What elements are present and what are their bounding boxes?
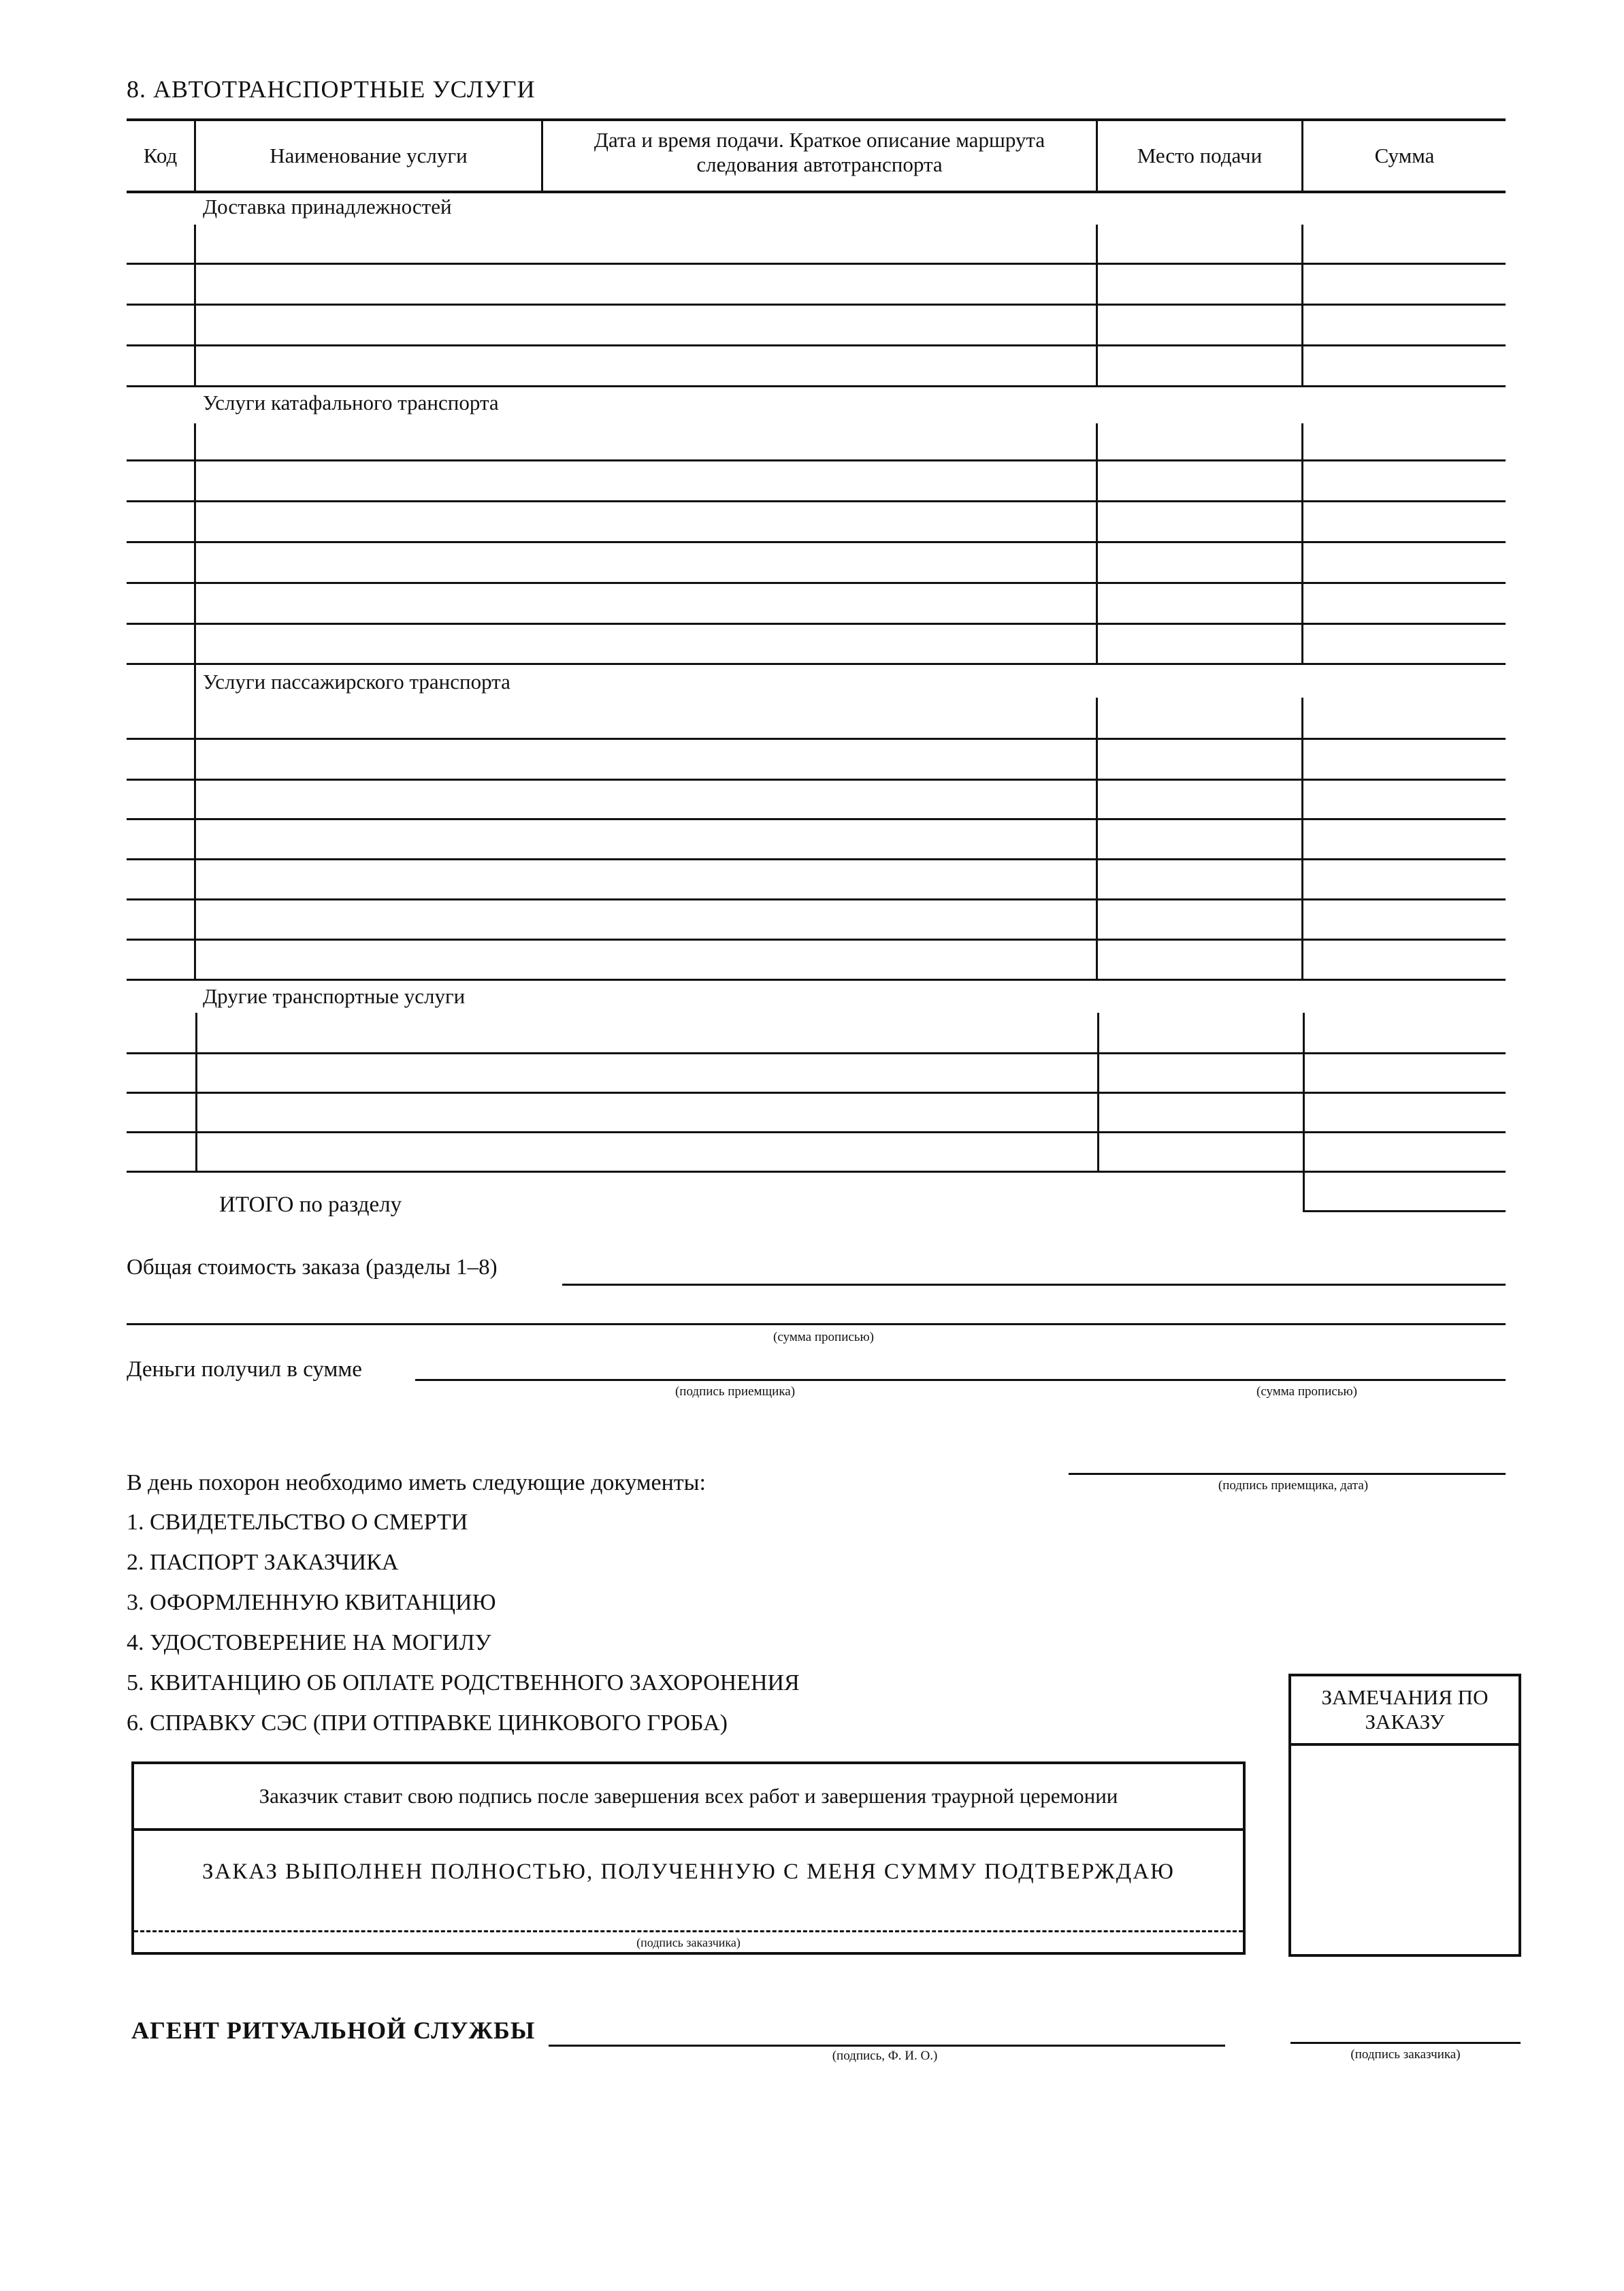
confirmation-header: Заказчик ставит свою подпись после завершения всех работ и завершения траурной церемонии [134,1764,1243,1831]
column-header-place: Место подачи [1137,144,1263,167]
documents-intro: В день похорон необходимо иметь следующие документы: [127,1470,706,1495]
required-documents-list [127,1470,800,1751]
document-item: 1. СВИДЕТЕЛЬСТВО О СМЕРТИ [127,1510,468,1535]
receiver-signature-date-field[interactable] [1069,1446,1506,1473]
document-item: 3. ОФОРМЛЕННУЮ КВИТАНЦИЮ [127,1590,496,1615]
column-header-sum: Сумма [1374,144,1435,167]
section-title: 8. АВТОТРАНСПОРТНЫЕ УСЛУГИ [127,76,536,103]
amount-in-words-caption: (сумма прописью) [773,1330,874,1344]
receiver-signature-date-caption: (подпись приемщика, дата) [1218,1478,1369,1493]
row-border [127,663,1506,665]
group-label-hearse: Услуги катафального транспорта [203,391,499,415]
document-item: 6. СПРАВКУ СЭС (ПРИ ОТПРАВКЕ ЦИНКОВОГО ГРОБА) [127,1710,728,1736]
order-total-label: Общая стоимость заказа (разделы 1–8) [127,1255,498,1280]
hearse-rows-input-area[interactable] [127,423,1506,663]
document-item: 4. УДОСТОВЕРЕНИЕ НА МОГИЛУ [127,1630,491,1655]
group-label-delivery: Доставка принадлежностей [203,195,452,218]
money-received-field[interactable] [415,1350,1506,1379]
document-item: 5. КВИТАНЦИЮ ОБ ОПЛАТЕ РОДСТВЕННОГО ЗАХОРОНЕНИЯ [127,1670,800,1695]
group-label-other: Другие транспортные услуги [203,984,466,1008]
customer-confirmation-box [131,1761,1246,1955]
column-header-code: Код [143,144,178,167]
amount-in-words-caption-2: (сумма прописью) [1256,1384,1357,1399]
row-border [127,979,1506,981]
remarks-header: ЗАМЕЧАНИЯ ПО ЗАКАЗУ [1291,1676,1519,1746]
customer-signature-field[interactable] [134,1898,1243,1930]
customer-signature-caption: (подпись заказчика) [636,1936,741,1949]
amount-in-words-field[interactable] [127,1293,1506,1323]
total-cell-border [1303,1210,1506,1212]
receiver-signature-date-line [1069,1473,1506,1475]
agent-signature-line [549,2045,1225,2047]
money-received-line [415,1379,1506,1381]
agent-signature-caption: (подпись, Ф. И. О.) [832,2049,938,2063]
delivery-rows-input-area[interactable] [127,225,1506,385]
agent-label: АГЕНТ РИТУАЛЬНОЙ СЛУЖБЫ [131,2017,536,2044]
table-header-bottom-border [127,191,1506,193]
group-label-passenger: Услуги пассажирского транспорта [203,670,510,694]
amount-in-words-line [127,1323,1506,1325]
confirmation-statement: ЗАКАЗ ВЫПОЛНЕН ПОЛНОСТЬЮ, ПОЛУЧЕННУЮ С МЕНЯ СУММУ ПОДТВЕРЖДАЮ [202,1859,1175,1884]
row-border [127,385,1506,387]
agent-signature-field[interactable] [549,2015,1225,2045]
section-total-field[interactable] [1305,1173,1506,1210]
receiver-signature-caption: (подпись приемщика) [675,1384,796,1399]
order-total-line [562,1284,1506,1286]
other-rows-input-area[interactable] [127,1013,1506,1171]
passenger-rows-input-area[interactable] [127,698,1506,979]
column-header-route: Дата и время подачи. Краткое описание маршрута следования автотранспорта [594,128,1045,176]
customer-signature-line [134,1930,1243,1932]
customer-final-signature-line [1290,2042,1521,2044]
customer-final-signature-caption: (подпись заказчика) [1350,2047,1461,2062]
money-received-label: Деньги получил в сумме [127,1357,362,1382]
section-total-label: ИТОГО по разделу [219,1192,402,1217]
customer-final-signature-field[interactable] [1290,2013,1521,2042]
row-border [127,1171,1506,1173]
remarks-field[interactable] [1291,1746,1519,1954]
column-header-service: Наименование услуги [270,144,468,167]
order-remarks-box [1288,1674,1521,1957]
document-item: 2. ПАСПОРТ ЗАКАЗЧИКА [127,1550,399,1575]
order-total-field[interactable] [562,1252,1506,1284]
